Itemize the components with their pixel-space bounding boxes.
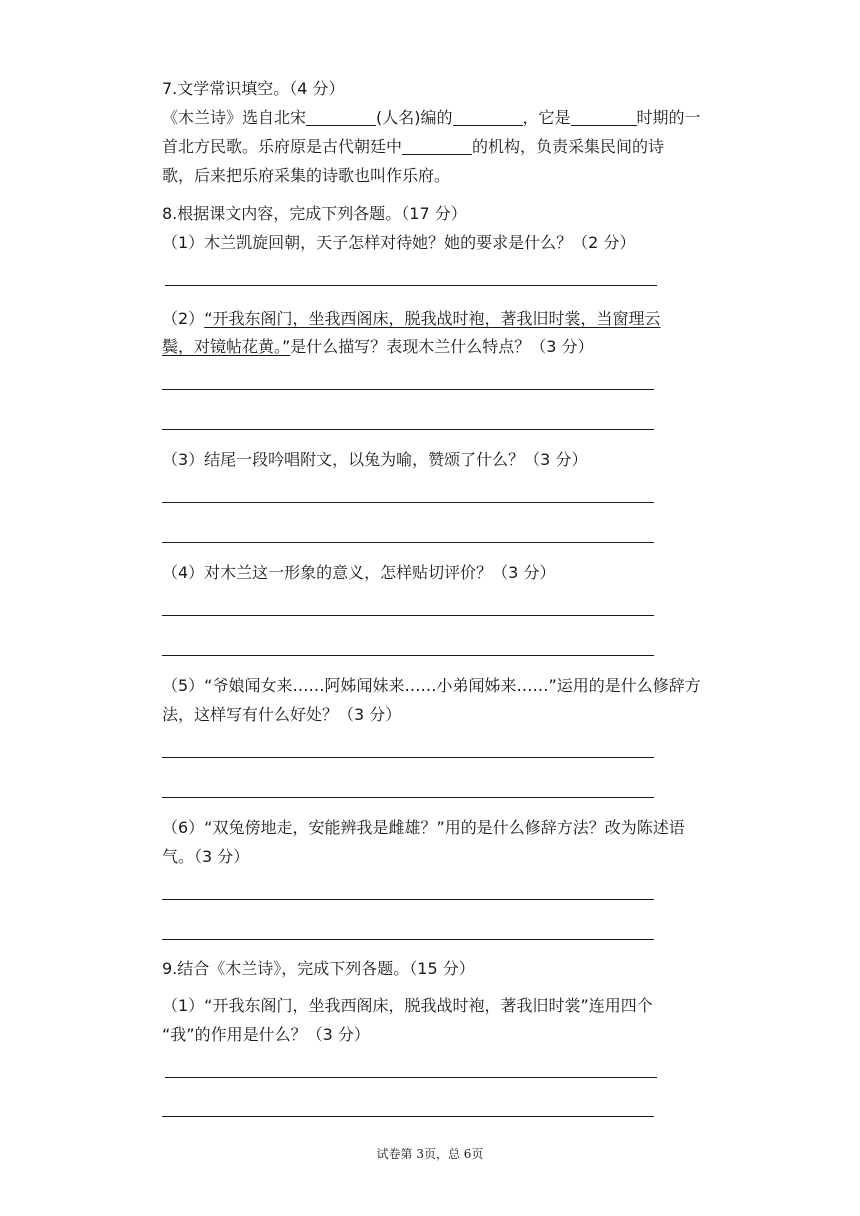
answer-line[interactable] [162, 615, 654, 616]
q8-sub-2-line-1 [162, 309, 660, 329]
q8-sub-2-quote-2: 鬓，对镜帖花黄。” [162, 337, 291, 356]
answer-line[interactable] [165, 1077, 657, 1078]
q7-text-1a: 《木兰诗》选自北宋 [162, 108, 307, 127]
blank-collection[interactable] [453, 108, 523, 126]
q7-text-1d: 时期的一 [636, 108, 701, 127]
q9-sub-1-line-1: （1）“开我东阁门，坐我西阁床，脱我战时袍，著我旧时裳”连用四个 [162, 996, 653, 1015]
q8-sub-6-line-1: （6）“双兔傍地走，安能辨我是雌雄？”用的是什么修辞方法？改为陈述语 [162, 818, 685, 837]
q9-title: 9.结合《木兰诗》，完成下列各题。（15 分） [162, 959, 475, 978]
q7-text-1b: (人名)编的 [376, 108, 453, 127]
q7-line-3: 歌，后来把乐府采集的诗歌也叫作乐府。 [162, 166, 451, 185]
q7-text-2a: 首北方民歌。乐府原是古代朝廷中 [162, 137, 403, 156]
q8-sub-5-line-2: 法，这样写有什么好处？（3 分） [162, 705, 402, 724]
q7-line-1 [162, 108, 701, 128]
answer-line[interactable] [162, 797, 654, 798]
answer-line[interactable] [165, 285, 657, 286]
q8-sub-2-quote-1: “开我东阁门，坐我西阁床，脱我战时袍，著我旧时裳，当窗理云 [204, 309, 661, 328]
q8-sub-4: （4）对木兰这一形象的意义，怎样贴切评价？（3 分） [162, 563, 556, 582]
q7-text-2b: 的机构，负责采集民间的诗 [472, 137, 665, 156]
q8-sub-3: （3）结尾一段吟唱附文，以兔为喻，赞颂了什么？（3 分） [162, 450, 588, 469]
answer-line[interactable] [162, 429, 654, 430]
q8-title: 8.根据课文内容，完成下列各题。（17 分） [162, 204, 467, 223]
page-footer: 试卷第 3页，总 6页 [376, 1147, 484, 1161]
q7-line-2 [162, 137, 664, 157]
q8-sub-6-line-2: 气。（3 分） [162, 847, 250, 866]
blank-institution[interactable] [402, 137, 472, 155]
answer-line[interactable] [162, 757, 654, 758]
q9-sub-1-line-2: “我”的作用是什么？（3 分） [162, 1025, 370, 1044]
q8-sub-5-line-1: （5）“爷娘闻女来……阿姊闻妹来……小弟闻姊来……”运用的是什么修辞方 [162, 676, 701, 695]
answer-line[interactable] [162, 1116, 654, 1117]
q8-sub-2-prefix: （2） [162, 309, 205, 328]
q8-sub-2-rest: 是什么描写？表现木兰什么特点？（3 分） [290, 337, 594, 356]
q7-title: 7.文学常识填空。（4 分） [162, 79, 345, 98]
blank-author[interactable] [306, 108, 376, 126]
q8-sub-1: （1）木兰凯旋回朝，天子怎样对待她？她的要求是什么？（2 分） [162, 233, 636, 252]
answer-line[interactable] [162, 899, 654, 900]
blank-period[interactable] [571, 108, 637, 126]
answer-line[interactable] [162, 389, 654, 390]
answer-line[interactable] [162, 542, 654, 543]
q7-text-1c: ，它是 [522, 108, 571, 127]
q8-sub-2-line-2 [162, 337, 594, 357]
answer-line[interactable] [162, 502, 654, 503]
answer-line[interactable] [162, 655, 654, 656]
answer-line[interactable] [162, 939, 654, 940]
